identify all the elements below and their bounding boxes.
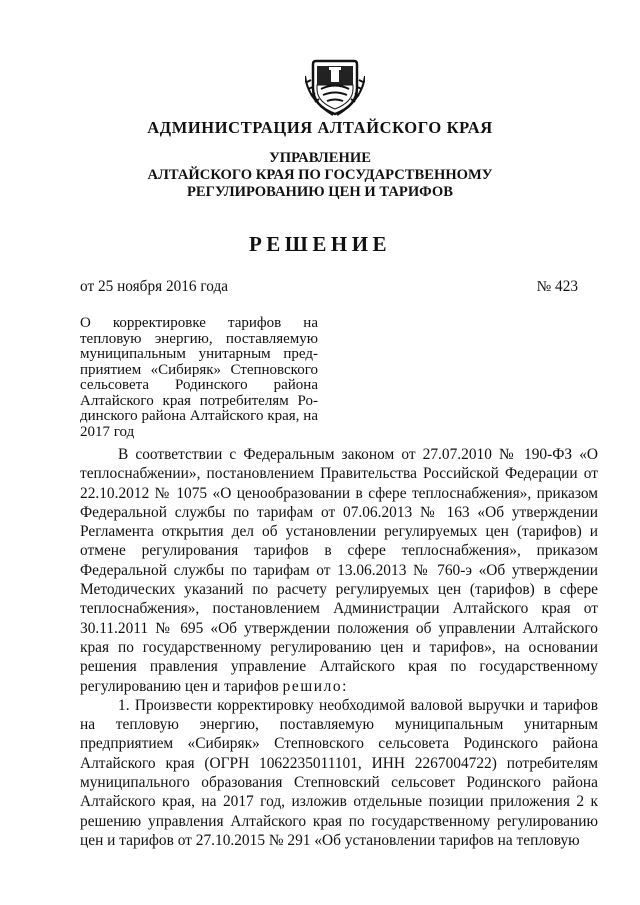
document-date: от 25 ноября 2016 года (80, 278, 229, 295)
body-paragraph-1 (80, 445, 598, 696)
document-type-heading: РЕШЕНИЕ (248, 232, 392, 256)
body-paragraph-2: 1. Произвести корректировку необходимой валовой выручки и тарифов на тепловую энергию, поставляемую муниципальным унитарным предприятием «Сибиряк» Степновского сельсовета Родинского района Алтайского края (ОГРН 1062235011101, ИНН 2267004722) потребителям муниципального образования Степновский сельсовет Родинского района Алтайского края, на 2017 год, изложив отдельные позиции приложения 2 к решению управления Алтайского края по государственному регулированию цен и тарифов от 27.10.2015 № 291 «Об установлении тарифов на тепловую (80, 696, 598, 849)
department-title (0, 150, 640, 201)
department-line-2: АЛТАЙСКОГО КРАЯ ПО ГОСУДАРСТВЕННОМУ (147, 167, 493, 183)
department-line-1: УПРАВЛЕНИЕ (269, 150, 371, 166)
coat-of-arms-emblem (305, 58, 365, 116)
organization-title: АДМИНИСТРАЦИЯ АЛТАЙСКОГО КРАЯ (147, 118, 493, 137)
department-line-3: РЕГУЛИРОВАНИЮ ЦЕН И ТАРИФОВ (187, 184, 453, 200)
document-subject: О корректировке тарифов на тепловую энергию, поставляемую муниципальным унитарным пред-приятием «Сибиряк» Степновского сельсовета Родинского района Алтайского края потребителям Ро-динского района Алтайского края, на 2017 год (80, 315, 318, 440)
decided-phrase: решило: (282, 677, 349, 695)
document-body (80, 445, 598, 850)
paragraph-1-text: В соответствии с Федеральным законом от 27.07.2010 № 190-ФЗ «О теплоснабжении», постановлением Правительства Российской Федерации от 22.10.2012 № 1075 «О ценообразовании в сфере теплоснабжения», приказом Федеральной службы по тарифам от 07.06.2013 № 163 «Об утверждении Регламента открытия дел об установлении регулируемых цен (тарифов) и отмене регулирования тарифов в сфере теплоснабжения», приказом Федеральной службы по тарифам от 13.06.2013 № 760-э «Об утверждении Методических указаний по расчету регулируемых цен (тарифов) в сфере теплоснабжения», постановлением Администрации Алтайского края от 30.11.2011 № 695 «Об утверждении положения об управлении Алтайского края по государственному регулированию цен и тарифов», на основании решения правления управление Алтайского края по государственному регулированию цен и тарифов (80, 446, 598, 695)
document-number: № 423 (536, 278, 578, 295)
